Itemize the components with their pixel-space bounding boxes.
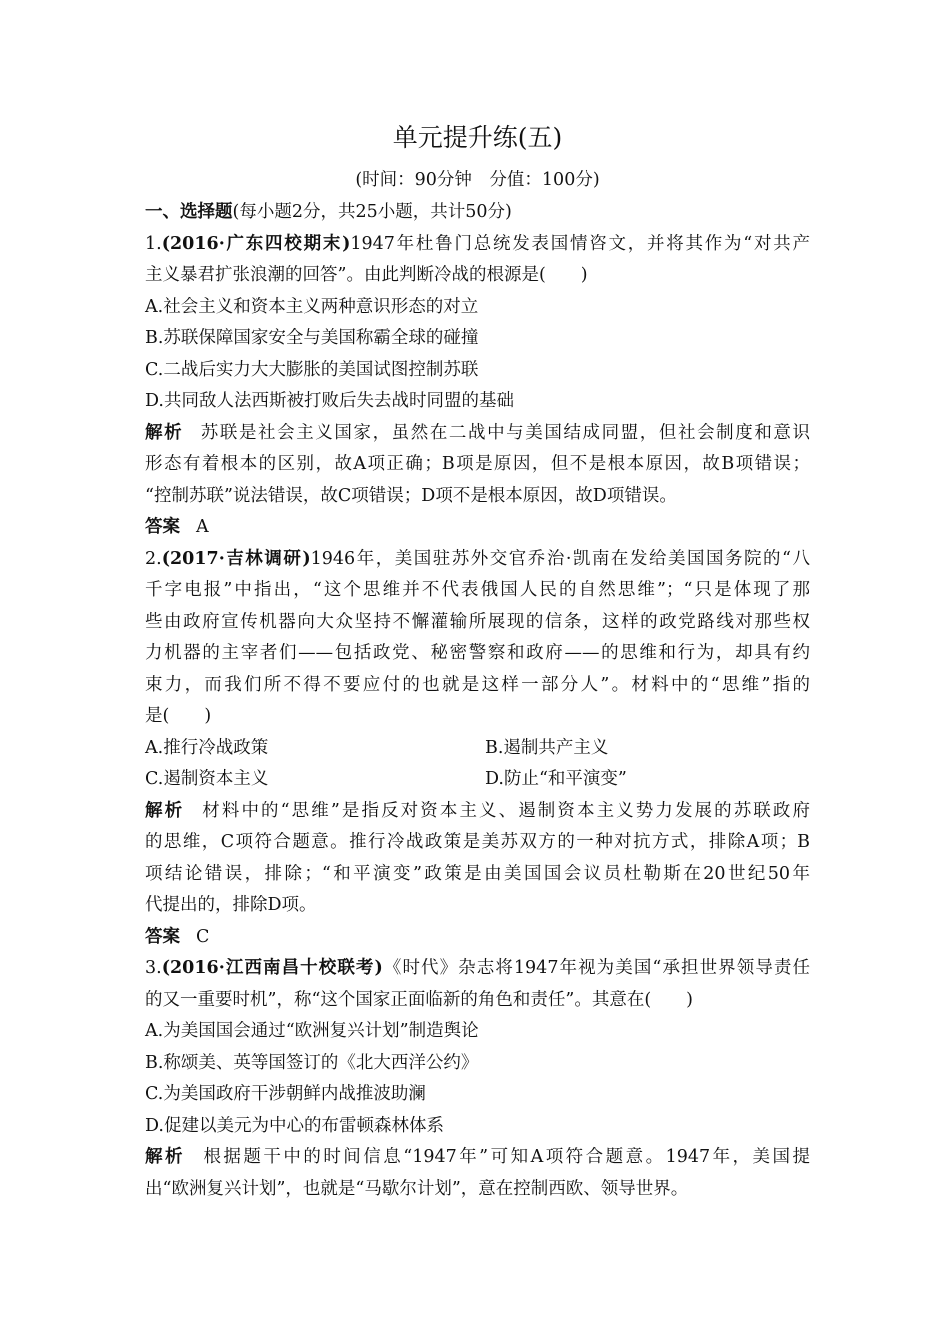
section-note: (每小题2分，共25小题，共计50分) — [232, 202, 512, 222]
analysis-text: 苏联是社会主义国家，虽然在二战中与美国结成同盟，但社会制度和意识 — [199, 422, 811, 443]
question-stem-line — [145, 229, 810, 261]
question-stem-text: 1947年杜鲁门总统发表国情咨文，并将其作为“对共产 — [350, 233, 811, 254]
question-1 — [145, 229, 810, 544]
section-heading — [145, 197, 810, 229]
question-stem-line — [145, 953, 810, 985]
option-d: D.促建以美元为中心的布雷顿森林体系 — [145, 1115, 444, 1136]
analysis-line: “控制苏联”说法错误，故C项错误；D项不是根本原因，故D项错误。 — [145, 485, 677, 506]
question-stem-line: 力机器的主宰者们——包括政党、秘密警察和政府——的思维和行为，却具有约 — [145, 643, 810, 663]
document-body — [145, 197, 810, 1205]
question-stem-line: 的又一重要时机”，称“这个国家正面临新的角色和责任”。其意在( ) — [145, 989, 693, 1010]
analysis-line: 项结论错误，排除；“和平演变”政策是由美国国会议员杜勒斯在20世纪50年 — [145, 863, 810, 884]
answer-value: C — [196, 926, 210, 947]
option-b: B.苏联保障国家安全与美国称霸全球的碰撞 — [145, 328, 479, 348]
question-stem-text: 1946年，美国驻苏外交官乔治·凯南在发给美国国务院的“八 — [310, 548, 811, 569]
question-number: 3. — [145, 958, 162, 978]
question-source: (2016·江西南昌十校联考) — [161, 958, 383, 978]
question-stem-line — [145, 544, 810, 576]
question-2 — [145, 544, 810, 954]
question-stem-line: 束力，而我们所不得不要应付的也就是这样一部分人”。材料中的“思维”指的 — [145, 674, 810, 695]
question-stem-line: 是( ) — [145, 706, 212, 726]
question-3 — [145, 953, 810, 1205]
page-subtitle: (时间：90分钟 分值：100分) — [355, 170, 600, 190]
answer-label: 答案 — [145, 517, 180, 537]
option-c: C.为美国政府干涉朝鲜内战推波助澜 — [145, 1084, 426, 1104]
option-row — [145, 733, 810, 765]
question-source: (2016·广东四校期末) — [161, 233, 351, 254]
analysis-line: 的思维，C项符合题意。推行冷战政策是美苏双方的一种对抗方式，排除A项；B — [145, 832, 810, 852]
option-d: D.防止“和平演变” — [485, 769, 627, 789]
answer-line — [145, 512, 810, 544]
option-d: D.共同敌人法西斯被打败后失去战时同盟的基础 — [145, 391, 514, 411]
option-c: C.遏制资本主义 — [145, 769, 269, 789]
question-stem-line: 主义暴君扩张浪潮的回答”。由此判断冷战的根源是( ) — [145, 265, 588, 285]
option-a: A.为美国国会通过“欧洲复兴计划”制造舆论 — [145, 1021, 479, 1041]
option-row — [145, 764, 810, 796]
analysis-line: 出“欧洲复兴计划”，也就是“马歇尔计划”，意在控制西欧、领导世界。 — [145, 1178, 689, 1199]
question-number: 2. — [145, 548, 162, 569]
analysis-line — [145, 418, 810, 450]
analysis-text: 材料中的“思维”是指反对资本主义、遏制资本主义势力发展的苏联政府 — [200, 800, 810, 821]
page-title: 单元提升练(五) — [392, 123, 563, 152]
option-b: B.遏制共产主义 — [485, 737, 609, 758]
option-b: B.称颂美、英等国签订的《北大西洋公约》 — [145, 1052, 479, 1073]
answer-line — [145, 922, 810, 954]
analysis-line: 代提出的，排除D项。 — [145, 895, 317, 915]
option-a: A.推行冷战政策 — [145, 737, 269, 758]
section-heading-label: 一、选择题 — [145, 202, 233, 222]
option-a: A.社会主义和资本主义两种意识形态的对立 — [145, 296, 479, 317]
question-source: (2017·吉林调研) — [161, 548, 311, 569]
analysis-text: 根据题干中的时间信息“1947年”可知A项符合题意。1947年，美国提 — [200, 1147, 811, 1167]
analysis-label: 解析 — [145, 422, 184, 443]
question-number: 1. — [145, 233, 162, 254]
answer-label: 答案 — [145, 926, 180, 947]
question-stem-line: 些由政府宣传机器向大众坚持不懈灌输所展现的信条，这样的政党路线对那些权 — [145, 611, 810, 632]
analysis-label: 解析 — [145, 800, 185, 821]
analysis-line — [145, 796, 810, 828]
question-stem-text: 《时代》杂志将1947年视为美国“承担世界领导责任 — [382, 958, 811, 978]
answer-value: A — [196, 517, 209, 537]
option-c: C.二战后实力大大膨胀的美国试图控制苏联 — [145, 359, 479, 380]
analysis-line: 形态有着根本的区别，故A项正确；B项是原因，但不是根本原因，故B项错误； — [145, 454, 810, 474]
analysis-line — [145, 1142, 810, 1174]
analysis-label: 解析 — [145, 1147, 185, 1167]
question-stem-line: 千字电报”中指出，“这个思维并不代表俄国人民的自然思维”；“只是体现了那 — [145, 580, 810, 600]
